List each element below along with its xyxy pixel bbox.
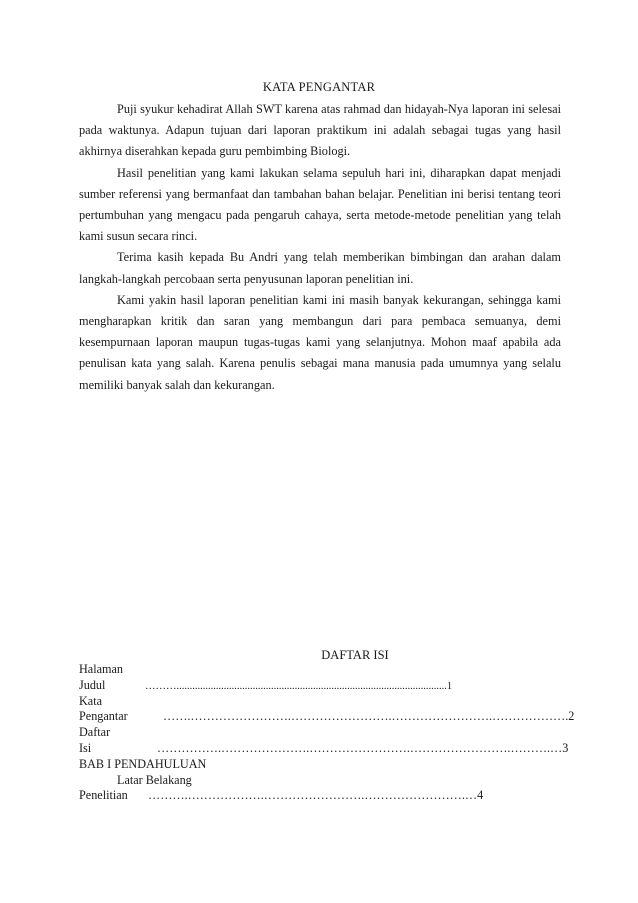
toc-entry-leader: …………….………………….…………………….…………………….……….…3 [157,740,569,755]
paragraph-4: Kami yakin hasil laporan penelitian kami ini masih banyak kekurangan, sehingga kami mengharapkan kritik dan saran yang membangun dari para pembaca semuanya, demi kesempurnaan laporan maupun tugas-tugas kami yang selanjutnya. Mohon maaf apabila ada penulisan kata yang salah. Karena penulis sebagai mana manusia pada umumnya yang selalu memiliki banyak salah dan kekurangan. [79,292,561,392]
table-of-contents [79,662,575,804]
toc-entry-judul [79,678,559,694]
paragraph-3: Terima kasih kepada Bu Andri yang telah memberikan bimbingan dan arahan dalam langkah-langkah percobaan serta penyusunan laporan penelitian ini. [79,250,561,286]
toc-entry-label: Isi [79,740,92,755]
toc-entry-label: Pengantar [79,709,128,724]
toc-entry-leader: …….…………………….…………………….…………………….……………….2 [163,709,575,724]
toc-section: Latar Belakang [117,772,192,787]
toc-chapter: BAB I PENDAHULUAN [79,756,207,771]
toc-entry-label: Judul [79,677,106,692]
paragraph-1: Puji syukur kehadirat Allah SWT karena atas rahmad dan hidayah-Nya laporan ini selesai pada waktunya. Adapun tujuan dari laporan praktikum ini adalah sebagai tugas yang hasil akhirnya diserahkan kepada guru pembimbing Biologi. [79,102,561,159]
toc-title: DAFTAR ISI [321,648,389,662]
toc-line: Kata [79,693,103,708]
toc-entry-leader: ……….……………….…………………….…………………….…4 [148,788,484,803]
toc-line: Daftar [79,725,111,740]
preface-body [79,99,561,396]
toc-entry-pengantar [79,709,575,725]
toc-entry-label: Penelitian [79,788,128,803]
toc-entry-isi [79,740,569,757]
paragraph-2: Hasil penelitian yang kami lakukan selama sepuluh hari ini, diharapkan dapat menjadi sumber referensi yang bermanfaat dan tambahan bahan belajar. Penelitian ini berisi tentang teori pertumbuhan yang mengacu pada pengaruh cahaya, serta metode-metode penelitian yang telah kami susun secara rinci. [79,165,561,244]
toc-entry-penelitian [79,788,559,804]
toc-line: Halaman [79,662,123,676]
toc-entry-leader: ……….......................................................................................................1 [145,680,453,692]
page-title: KATA PENGANTAR [262,80,376,94]
